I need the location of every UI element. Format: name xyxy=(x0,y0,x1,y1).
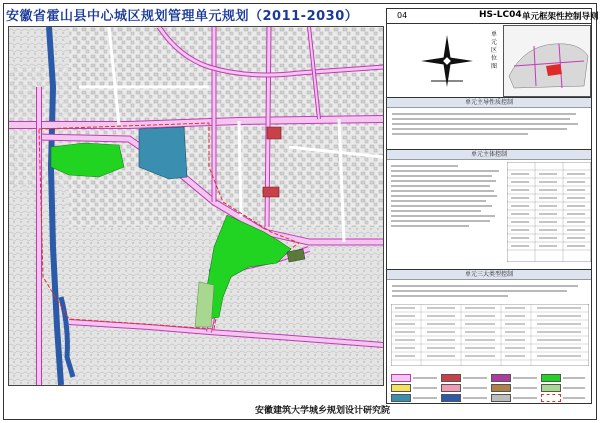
page-number: 04 xyxy=(397,11,408,20)
section-main-control xyxy=(387,149,591,268)
section-nature xyxy=(387,97,591,148)
map-area[interactable] xyxy=(8,26,384,386)
commercial-parcel-north[interactable] xyxy=(267,127,281,139)
panel-header xyxy=(387,9,599,24)
section-three-title: 单元三大类型控制 xyxy=(387,270,591,280)
compass xyxy=(417,31,477,91)
section-nature-text xyxy=(387,108,591,140)
unit-code: HS-LC04 xyxy=(479,10,522,20)
section-three-types xyxy=(387,269,591,370)
land-use-table xyxy=(507,162,591,262)
section-main-title: 单元主体控制 xyxy=(387,150,591,160)
commercial-parcel-south[interactable] xyxy=(263,187,279,197)
legend-swatch-grey xyxy=(491,394,511,402)
compass-icon xyxy=(417,31,477,91)
legend-swatch-yellow xyxy=(391,384,411,392)
legend-swatch-magenta xyxy=(491,374,511,382)
location-label: 单元区位图 xyxy=(491,31,498,70)
legend-swatch-green xyxy=(541,374,561,382)
section-three-text xyxy=(387,280,591,302)
legend-swatch-brown xyxy=(491,384,511,392)
panel-title: 单元框架性控制导则 xyxy=(522,12,599,22)
three-types-table xyxy=(391,304,589,366)
main-control-text xyxy=(391,162,503,230)
unit-location-marker xyxy=(546,64,562,76)
legend-swatch-pink xyxy=(441,384,461,392)
control-panel xyxy=(386,8,599,404)
legend-swatch-road xyxy=(391,374,411,382)
map-canvas xyxy=(9,27,383,385)
legend-swatch-boundary xyxy=(541,394,561,402)
section-nature-title: 单元主导性质控制 xyxy=(387,98,591,108)
legend-swatch-blue xyxy=(391,394,411,402)
map-title: 安徽省霍山县中心城区规划管理单元规划（2011-2030） xyxy=(6,9,359,24)
legend-swatch-red xyxy=(441,374,461,382)
legend-swatch-water xyxy=(441,394,461,402)
location-map xyxy=(503,25,591,97)
legend-swatch-pale-green xyxy=(541,384,561,392)
footer-credit: 安徽建筑大学城乡规划设计研究院 xyxy=(255,406,391,416)
map-legend xyxy=(387,371,591,405)
location-map-canvas xyxy=(504,26,590,96)
